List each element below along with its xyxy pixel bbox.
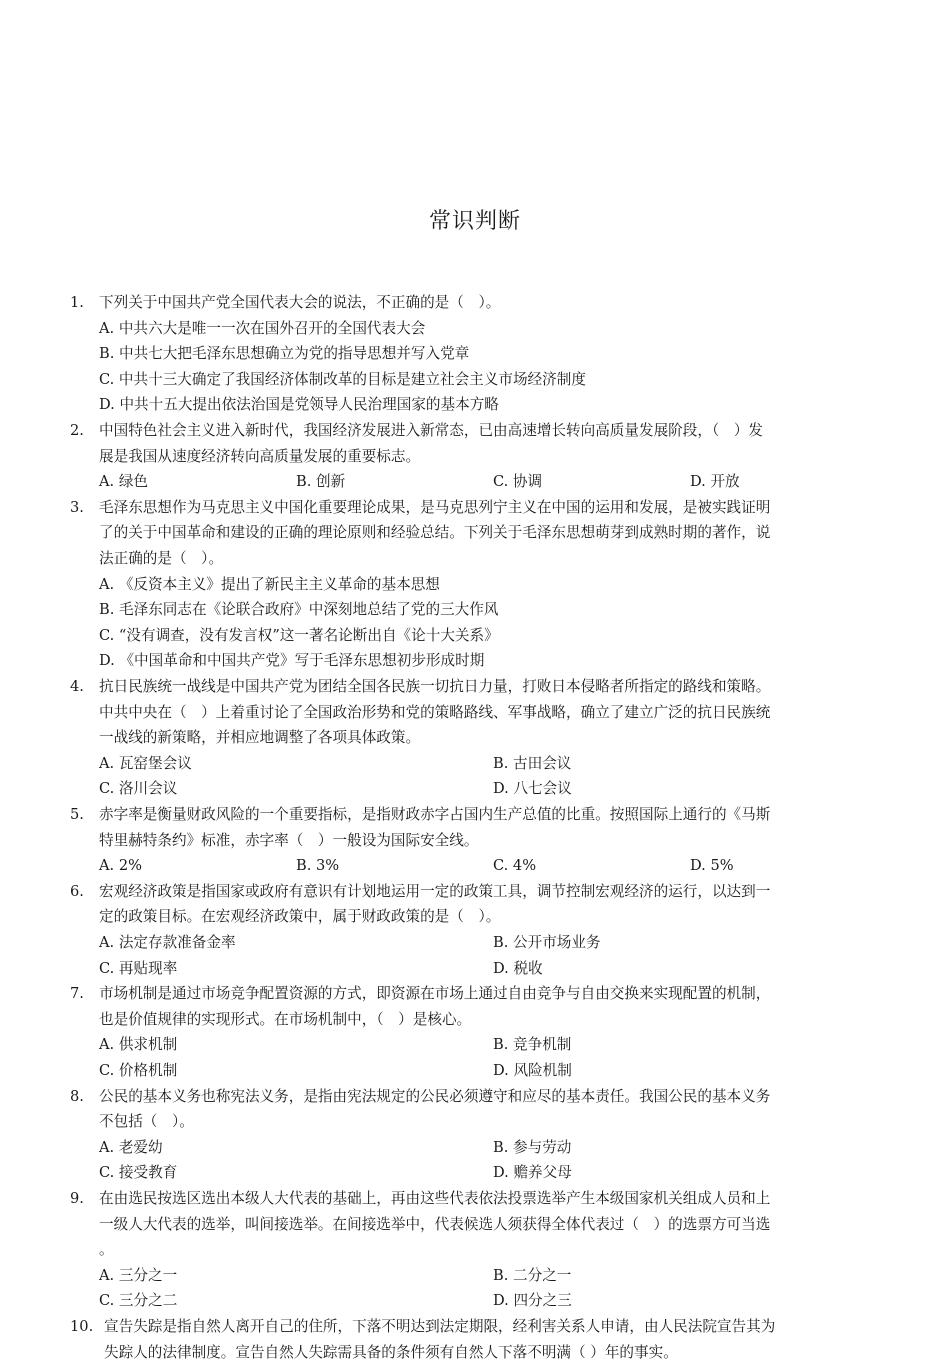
question-number: 3. <box>70 498 84 516</box>
option-row <box>70 853 880 879</box>
option-a: A. 三分之一 <box>99 1266 178 1284</box>
question-3 <box>70 495 880 674</box>
question-text: 。 <box>99 1241 114 1259</box>
question-text: 宣告失踪是指自然人离开自己的住所，下落不明达到法定期限，经利害关系人申请，由人民法院宣告其为 <box>104 1318 776 1335</box>
question-stem-line <box>70 904 880 930</box>
question-7 <box>70 981 880 1083</box>
question-stem-line <box>70 290 880 316</box>
option-c: C. 接受教育 <box>99 1164 178 1182</box>
option-row <box>70 1288 880 1314</box>
option-row <box>70 1263 880 1289</box>
question-text: 不包括（ ）。 <box>99 1113 194 1131</box>
question-stem-line <box>70 828 880 854</box>
option-d: D. 八七会议 <box>493 780 572 798</box>
question-text: 赤字率是衡量财政风险的一个重要指标，是指财政赤字占国内生产总值的比重。按照国际上通行的《马斯 <box>99 806 771 823</box>
question-number: 5. <box>70 806 84 823</box>
question-text: 法正确的是（ ）。 <box>99 549 224 567</box>
question-text: 了的关于中国革命和建设的正确的理论原则和经验总结。下列关于毛泽东思想萌芽到成熟时期的著作，说 <box>99 524 771 542</box>
option-b: B. 古田会议 <box>493 754 572 772</box>
question-10 <box>70 1314 880 1365</box>
option-row <box>70 392 880 418</box>
option-b: B. 参与劳动 <box>493 1138 572 1156</box>
question-text: 也是价值规律的实现形式。在市场机制中，（ ）是核心。 <box>99 1010 472 1028</box>
question-4 <box>70 674 880 802</box>
question-number: 6. <box>70 882 84 900</box>
question-text: 一战线的新策略，并相应地调整了各项具体政策。 <box>99 729 421 747</box>
option-row <box>70 367 880 393</box>
option-b: B. 毛泽东同志在《论联合政府》中深刻地总结了党的三大作风 <box>99 601 499 619</box>
option-d: D. 四分之三 <box>493 1292 572 1310</box>
option-a: A. 2% <box>99 857 142 875</box>
question-stem-line <box>70 1212 880 1238</box>
question-text: 特里赫特条约》标准，赤字率（ ）一般设为国际安全线。 <box>99 831 479 849</box>
question-text: 公民的基本义务也称宪法义务，是指由宪法规定的公民必须遵守和应尽的基本责任。我国公民的基本义务 <box>99 1087 771 1105</box>
option-c: C. 三分之二 <box>99 1292 178 1310</box>
question-2 <box>70 418 880 495</box>
option-b: B. 中共七大把毛泽东思想确立为党的指导思想并写入党章 <box>99 345 470 363</box>
option-c: C. 4% <box>493 857 537 875</box>
option-c: C. 洛川会议 <box>99 780 178 798</box>
question-stem-line <box>70 418 880 444</box>
question-stem-line <box>70 1186 880 1212</box>
option-row <box>70 648 880 674</box>
question-number: 1. <box>70 294 84 311</box>
option-d: D. 赡养父母 <box>493 1164 572 1182</box>
option-row <box>70 751 880 777</box>
question-text: 中共中央在（ ）上着重讨论了全国政治形势和党的策略路线、军事战略，确立了建立广泛的抗日民族统 <box>99 703 771 721</box>
question-text: 失踪人的法律制度。宣告自然人失踪需具备的条件须有自然人下落不明满（ ）年的事实。 <box>104 1343 678 1361</box>
option-d: D. 开放 <box>690 473 740 491</box>
option-d: D. 中共十五大提出依法治国是党领导人民治理国家的基本方略 <box>99 396 499 414</box>
option-row <box>70 1058 880 1084</box>
option-row <box>70 956 880 982</box>
question-1 <box>70 290 880 418</box>
option-a: A. 绿色 <box>99 473 149 491</box>
option-b: B. 3% <box>296 857 340 875</box>
question-8 <box>70 1084 880 1186</box>
question-stem-line <box>70 674 880 700</box>
option-c: C. 价格机制 <box>99 1061 178 1079</box>
question-text: 定的政策目标。在宏观经济政策中，属于财政政策的是（ ）。 <box>99 908 501 926</box>
question-number: 8. <box>70 1087 84 1105</box>
question-text: 毛泽东思想作为马克思主义中国化重要理论成果，是马克思列宁主义在中国的运用和发展，是被实践证明 <box>99 498 771 516</box>
option-a: A. 瓦窑堡会议 <box>99 754 192 772</box>
option-d: D. 《中国革命和中国共产党》写于毛泽东思想初步形成时期 <box>99 652 485 670</box>
question-text: 下列关于中国共产党全国代表大会的说法，不正确的是（ ）。 <box>99 294 501 311</box>
question-text: 展是我国从速度经济转向高质量发展的重要标志。 <box>99 447 421 465</box>
question-stem-line <box>70 1109 880 1135</box>
option-d: D. 5% <box>690 857 734 875</box>
option-row <box>70 930 880 956</box>
option-b: B. 创新 <box>296 473 346 491</box>
question-stem-line <box>70 1314 880 1340</box>
option-row <box>70 1135 880 1161</box>
question-6 <box>70 879 880 981</box>
question-text: 中国特色社会主义进入新时代，我国经济发展进入新常态，已由高速增长转向高质量发展阶段，（ ）发 <box>99 422 764 439</box>
question-number: 4. <box>70 678 84 695</box>
question-number: 10. <box>70 1318 94 1335</box>
question-stem-line <box>70 546 880 572</box>
question-stem-line <box>70 879 880 905</box>
option-d: D. 风险机制 <box>493 1061 572 1079</box>
question-number: 7. <box>70 985 84 1003</box>
question-stem-line <box>70 700 880 726</box>
question-stem-line <box>70 1007 880 1033</box>
question-text: 抗日民族统一战线是中国共产党为团结全国各民族一切抗日力量，打败日本侵略者所指定的路线和策略。 <box>99 678 771 695</box>
question-text: 在由选民按选区选出本级人大代表的基础上，再由这些代表依法投票选举产生本级国家机关组成人员和上 <box>99 1190 771 1207</box>
question-number: 2. <box>70 422 84 439</box>
question-stem-line <box>70 1237 880 1263</box>
option-b: B. 竞争机制 <box>493 1036 572 1054</box>
option-c: C. 再贴现率 <box>99 959 178 977</box>
question-text: 宏观经济政策是指国家或政府有意识有计划地运用一定的政策工具，调节控制宏观经济的运行，以达到一 <box>99 882 771 900</box>
option-a: A. 老爱幼 <box>99 1138 163 1156</box>
option-row <box>70 623 880 649</box>
option-b: B. 公开市场业务 <box>493 933 601 951</box>
option-a: A. 中共六大是唯一一次在国外召开的全国代表大会 <box>99 319 426 337</box>
option-row <box>70 341 880 367</box>
option-row <box>70 1160 880 1186</box>
option-d: D. 税收 <box>493 959 543 977</box>
option-b: B. 二分之一 <box>493 1266 572 1284</box>
option-row <box>70 1032 880 1058</box>
option-row <box>70 776 880 802</box>
option-a: A. 《反资本主义》提出了新民主主义革命的基本思想 <box>99 575 440 593</box>
option-a: A. 法定存款准备金率 <box>99 933 236 951</box>
option-row <box>70 316 880 342</box>
question-text: 一级人大代表的选举，叫间接选举。在间接选举中，代表候选人须获得全体代表过（ ）的选票方可当选 <box>99 1215 771 1233</box>
question-stem-line <box>70 495 880 521</box>
question-stem-line <box>70 1340 880 1365</box>
question-stem-line <box>70 444 880 470</box>
question-stem-line <box>70 802 880 828</box>
page-title: 常识判断 <box>428 209 521 234</box>
question-stem-line <box>70 981 880 1007</box>
option-a: A. 供求机制 <box>99 1036 178 1054</box>
question-5 <box>70 802 880 879</box>
option-c: C. 协调 <box>493 473 543 491</box>
question-stem-line <box>70 1084 880 1110</box>
option-c: C. “没有调查，没有发言权”这一著名论断出自《论十大关系》 <box>99 626 499 644</box>
option-row <box>70 469 880 495</box>
option-row <box>70 597 880 623</box>
question-stem-line <box>70 725 880 751</box>
question-9 <box>70 1186 880 1314</box>
question-stem-line <box>70 520 880 546</box>
option-c: C. 中共十三大确定了我国经济体制改革的目标是建立社会主义市场经济制度 <box>99 370 586 388</box>
question-text: 市场机制是通过市场竞争配置资源的方式，即资源在市场上通过自由竞争与自由交换来实现配置的机制， <box>99 985 771 1003</box>
question-number: 9. <box>70 1190 84 1207</box>
option-row <box>70 572 880 598</box>
